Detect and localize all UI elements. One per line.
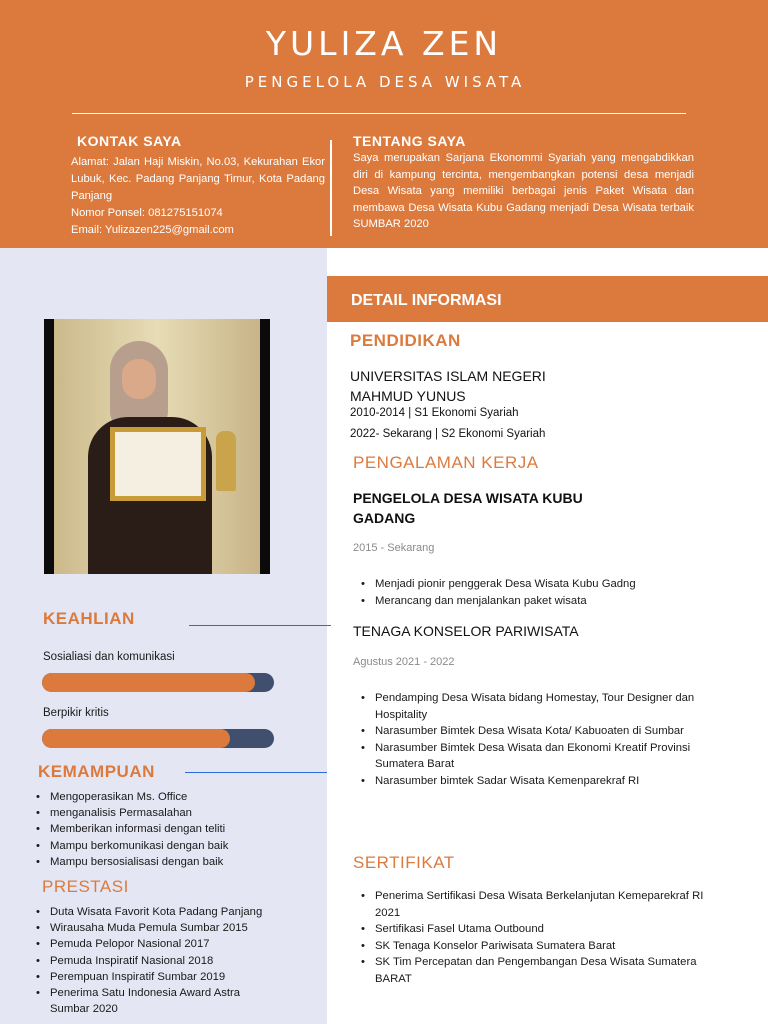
list-item: • Penerima Sertifikasi Desa Wisata Berkelanjutan Kemeparekraf RI 2021 [361, 888, 731, 921]
list-item: • SK Tenaga Konselor Pariwisata Sumatera Barat [361, 938, 731, 955]
job-title: PENGELOLA DESA WISATA [244, 73, 526, 91]
job1-title: PENGELOLA DESA WISATA KUBU GADANG [353, 490, 583, 526]
keahlian-title: KEAHLIAN [43, 609, 135, 628]
header [0, 0, 768, 248]
job1-list [361, 576, 731, 609]
skill-bar-fill [42, 729, 230, 748]
kemampuan-list [36, 789, 321, 870]
contact-phone: Nomor Ponsel: 081275151074 [71, 207, 223, 219]
list-item: • Sertifikasi Fasel Utama Outbound [361, 921, 731, 938]
about-text: Saya merupakan Sarjana Ekonommi Syariah yang mengabdikkan diri di kampung tercinta, mengembangkan potensi desa menjadi Desa Wisata yang memiliki berbagai jenis Paket Wisata dan membawa Desa Wisata Kubu Gadang menjadi Desa Wisata terbaik SUMBAR 2020 [353, 152, 694, 230]
university-name: UNIVERSITAS ISLAM NEGERI MAHMUD YUNUS [350, 368, 546, 404]
kemampuan-rule [185, 772, 327, 773]
job1-date: 2015 - Sekarang [353, 542, 435, 554]
list-item: • Pemuda Inspiratif Nasional 2018 [36, 953, 321, 969]
list-item: • menganalisis Permasalahan [36, 805, 321, 821]
sertifikat-title: SERTIFIKAT [353, 853, 455, 872]
list-item: • Perempuan Inspiratif Sumbar 2019 [36, 969, 321, 985]
list-item: • Wirausaha Muda Pemula Sumbar 2015 [36, 920, 321, 936]
list-item: • Menjadi pionir penggerak Desa Wisata Kubu Gadng [361, 576, 731, 593]
skill-label: Berpikir kritis [43, 707, 109, 719]
job2-date: Agustus 2021 - 2022 [353, 656, 455, 668]
skill-bar [42, 729, 274, 748]
list-item: • Merancang dan menjalankan paket wisata [361, 593, 731, 610]
photo-certificate [110, 427, 206, 501]
pendidikan-title: PENDIDIKAN [350, 331, 461, 350]
pengalaman-title: PENGALAMAN KERJA [353, 453, 539, 472]
list-item: • Pemuda Pelopor Nasional 2017 [36, 936, 321, 952]
list-item: • Narasumber Bimtek Desa Wisata Kota/ Kabuoaten di Sumbar [361, 723, 731, 740]
header-divider [72, 113, 686, 114]
list-item: • Mampu berkomunikasi dengan baik [36, 838, 321, 854]
contact-address: Alamat: Jalan Haji Miskin, No.03, Kekurahan Ekor Lubuk, Kec. Padang Panjang Timur, Kota Padang Panjang [71, 156, 325, 202]
job2-title: TENAGA KONSELOR PARIWISATA [353, 623, 579, 639]
list-item: • SK Tim Percepatan dan Pengembangan Desa Wisata Sumatera BARAT [361, 954, 731, 987]
profile-photo [44, 319, 270, 574]
list-item: • Mengoperasikan Ms. Office [36, 789, 321, 805]
keahlian-rule [189, 625, 331, 626]
skill-bar [42, 673, 274, 692]
skill-bar-fill [42, 673, 255, 692]
list-item: • Mampu bersosialisasi dengan baik [36, 854, 321, 870]
candidate-name: YULIZA ZEN [265, 24, 503, 63]
contact-block [71, 154, 325, 239]
contact-email: Email: Yulizazen225@gmail.com [71, 224, 234, 236]
prestasi-title: PRESTASI [42, 877, 129, 896]
list-item: • Pendamping Desa Wisata bidang Homestay, Tour Designer dan Hospitality [361, 690, 731, 723]
list-item: • Penerima Satu Indonesia Award Astra Sumbar 2020 [36, 985, 276, 1017]
education-s2: 2022- Sekarang | S2 Ekonomi Syariah [350, 428, 546, 440]
list-item: • Memberikan informasi dengan teliti [36, 821, 321, 837]
list-item: • Narasumber Bimtek Desa Wisata dan Ekonomi Kreatif Provinsi Sumatera Barat [361, 740, 731, 773]
skill-label: Sosialiasi dan komunikasi [43, 651, 175, 663]
about-title: TENTANG SAYA [353, 133, 466, 149]
education-s1: 2010-2014 | S1 Ekonomi Syariah [350, 407, 519, 419]
trophy-icon [216, 431, 236, 491]
list-item: • Narasumber bimtek Sadar Wisata Kemenparekraf RI [361, 773, 731, 790]
list-item: • Duta Wisata Favorit Kota Padang Panjang [36, 904, 321, 920]
kemampuan-title: KEMAMPUAN [38, 762, 155, 781]
prestasi-list [36, 904, 321, 1017]
sertifikat-list [361, 888, 731, 987]
detail-banner: DETAIL INFORMASI [327, 276, 768, 322]
photo-face [122, 359, 156, 399]
contact-title: KONTAK SAYA [77, 133, 182, 149]
header-vertical-divider [330, 140, 332, 236]
job2-list [361, 690, 731, 789]
